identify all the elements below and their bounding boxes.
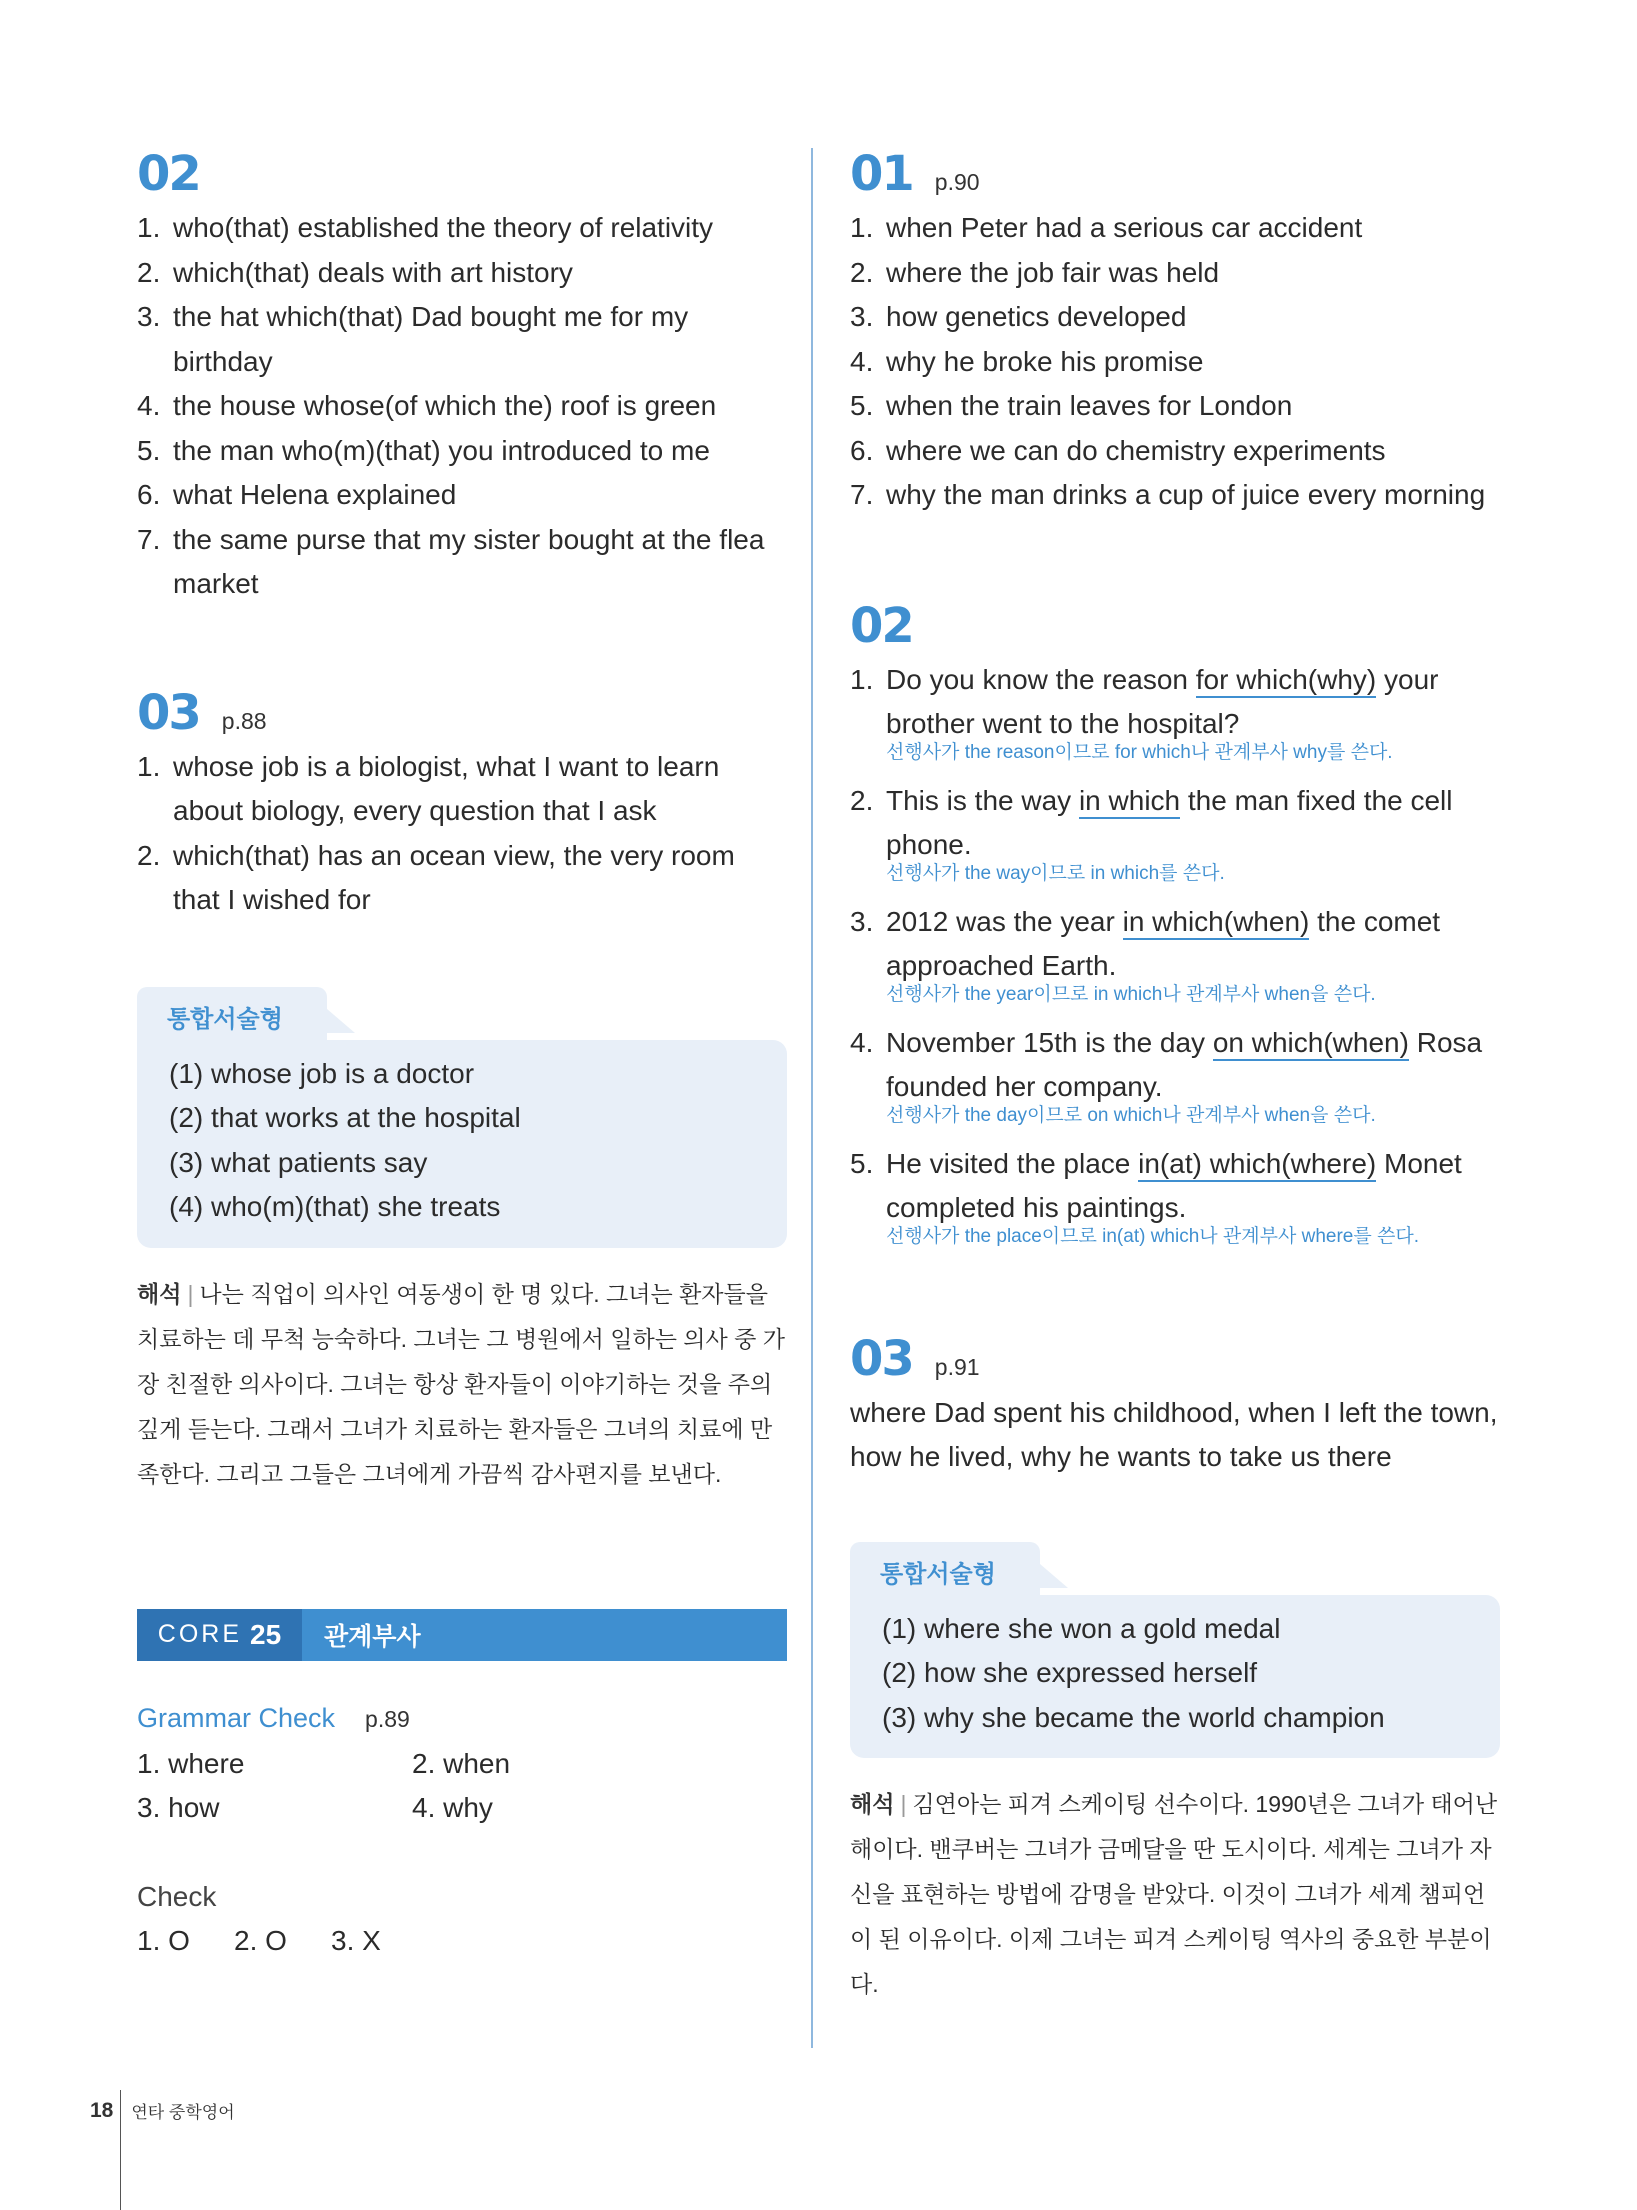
explanation-note: 선행사가 the place이므로 in(at) which나 관계부사 where를 쓴다. xyxy=(886,1225,1419,1247)
item-text: whose job is a biologist, what I want to learn about biology, every question that I ask xyxy=(173,750,720,826)
box-line: (4) who(m)(that) she treats xyxy=(169,1191,501,1222)
item-text: your brother went to the hospital? xyxy=(886,663,1439,739)
section-03-left xyxy=(137,684,787,923)
core-text: CORE xyxy=(157,1620,243,1648)
item-number: 1. xyxy=(850,212,874,243)
item-text: Do you know the reason xyxy=(886,663,1196,695)
check-title: Check xyxy=(137,1880,217,1912)
answer-item xyxy=(850,295,1500,340)
page-reference: p.89 xyxy=(365,1705,410,1732)
column-divider xyxy=(811,148,813,2048)
item-text: who(that) established the theory of relativity xyxy=(173,212,714,243)
item-number: 6. xyxy=(850,434,874,466)
box-body xyxy=(137,1040,787,1248)
item-number: 5. xyxy=(137,434,161,466)
item-text: the house whose(of which the) roof is green xyxy=(173,390,717,421)
answer-item xyxy=(137,384,787,429)
item-text: Rosa founded her company. xyxy=(886,1026,1483,1102)
section-01-right xyxy=(850,146,1500,518)
item-text: the comet approached Earth. xyxy=(886,905,1441,981)
answer-item xyxy=(137,206,787,251)
box-body xyxy=(850,1595,1500,1759)
translation-text: 나는 직업이 의사인 여동생이 한 명 있다. 그녀는 환자들을 치료하는 데 무척 능숙하다. 그녀는 그 병원에서 일하는 의사 중 가장 친절한 의사이다. 그녀는 항상 환자들이 이야기하는 것을 주의 깊게 듣는다. 그래서 그녀가 치료하는 환자들은 그녀의 치료에 만족한다. 그리고 그들은 그녀에게 가끔씩 감사편지를 보낸다. xyxy=(137,1280,785,1487)
right-column xyxy=(850,146,1500,2007)
check-answer: 3. X xyxy=(331,1924,381,1956)
translation: 해석 | 나는 직업이 의사인 여동생이 한 명 있다. 그녀는 환자들을 치료하는 데 무척 능숙하다. 그녀는 그 병원에서 일하는 의사 중 가장 친절한 의사이다. 그녀는 항상 환자들이 이야기하는 것을 주의 깊게 듣는다. 그래서 그녀가 치료하는 환자들은 그녀의 치료에 만족한다. 그리고 그들은 그녀에게 가끔씩 감사편지를 보낸다. xyxy=(137,1280,785,1487)
answer-underlined: for which(why) xyxy=(1196,664,1376,698)
grammar-answer: 3. how xyxy=(137,1792,220,1823)
item-text: what Helena explained xyxy=(173,479,457,510)
page-number: 18 xyxy=(90,2098,114,2122)
explanation-note: 선행사가 the day이므로 on which나 관계부사 when을 쓴다. xyxy=(886,1104,1376,1126)
box-line: (3) what patients say xyxy=(169,1146,428,1178)
item-number: 3. xyxy=(137,301,161,332)
answer-item xyxy=(137,429,787,474)
book-title: 연타 중학영어 xyxy=(131,2103,235,2122)
box-title: 통합서술형 xyxy=(850,1542,1040,1595)
item-text: which(that) has an ocean view, the very room that I wished for xyxy=(173,839,735,915)
page-footer xyxy=(90,2098,235,2123)
core-label xyxy=(137,1609,302,1661)
box-line: (2) that works at the hospital xyxy=(169,1102,521,1133)
item-text: why the man drinks a cup of juice every morning xyxy=(886,479,1486,510)
item-text: the hat which(that) Dad bought me for my birthday xyxy=(173,301,689,377)
answer-underlined: in which(when) xyxy=(1123,906,1310,940)
translation: 해석 | 김연아는 피겨 스케이팅 선수이다. 1990년은 그녀가 태어난 해이다. 밴쿠버는 그녀가 금메달을 딴 도시이다. 세계는 그녀가 자신을 표현하는 방법에 감명을 받았다. 이것이 그녀가 세계 챔피언이 된 이유이다. 이제 그녀는 피겨 스케이팅 역사의 중요한 부분이다. xyxy=(850,1791,1498,1997)
answer-item xyxy=(137,745,787,834)
translation-label: 해석 xyxy=(137,1280,182,1307)
answer-item xyxy=(850,1142,1500,1249)
item-number: 4. xyxy=(137,390,161,421)
page-reference: p.90 xyxy=(934,169,980,195)
answer-item xyxy=(850,658,1500,765)
item-number: 2. xyxy=(137,256,161,288)
answer-item xyxy=(137,834,787,923)
item-text: when Peter had a serious car accident xyxy=(886,212,1363,243)
answer-underlined: in which xyxy=(1079,785,1180,819)
item-text: when the train leaves for London xyxy=(886,390,1293,421)
answer-list xyxy=(850,206,1500,518)
explanation-note: 선행사가 the way이므로 in which를 쓴다. xyxy=(886,862,1225,884)
check-answer: 1. O xyxy=(137,1924,190,1956)
box-line: (2) how she expressed herself xyxy=(882,1657,1258,1688)
section-number: 02 xyxy=(137,146,200,202)
section-number: 03 xyxy=(850,1330,913,1387)
item-number: 2. xyxy=(850,784,874,816)
grammar-check-title: Grammar Check xyxy=(137,1702,336,1733)
item-text: 2012 was the year xyxy=(886,905,1123,937)
left-column xyxy=(137,146,787,1963)
answer-underlined: on which(when) xyxy=(1213,1027,1409,1061)
answer-item xyxy=(850,1021,1500,1128)
translation-text: 김연아는 피겨 스케이팅 선수이다. 1990년은 그녀가 태어난 해이다. 밴쿠버는 그녀가 금메달을 딴 도시이다. 세계는 그녀가 자신을 표현하는 방법에 감명을 받았다. 이것이 그녀가 세계 챔피언이 된 이유이다. 이제 그녀는 피겨 스케이팅 역사의 중요한 부분이다. xyxy=(850,1791,1498,1997)
answer-list xyxy=(850,658,1500,1249)
item-number: 5. xyxy=(850,390,874,421)
item-number: 3. xyxy=(850,905,874,937)
section-number: 03 xyxy=(137,684,200,741)
item-text: the man fixed the cell phone. xyxy=(886,784,1453,860)
answer-item xyxy=(850,900,1500,1007)
item-text: why he broke his promise xyxy=(886,345,1204,377)
answer-item xyxy=(850,340,1500,385)
item-number: 2. xyxy=(850,256,874,288)
item-number: 5. xyxy=(850,1147,874,1179)
item-number: 7. xyxy=(850,479,874,510)
item-text: which(that) deals with art history xyxy=(173,256,573,288)
item-text: Monet completed his paintings. xyxy=(886,1147,1462,1223)
core-number: 25 xyxy=(250,1618,282,1650)
answer-underlined: in(at) which(where) xyxy=(1138,1148,1376,1182)
item-text: the man who(m)(that) you introduced to me xyxy=(173,434,710,466)
box-line: (3) why she became the world champion xyxy=(882,1701,1385,1733)
answer-item xyxy=(137,251,787,296)
integrated-writing-box xyxy=(850,1542,1500,1759)
core-banner xyxy=(137,1609,787,1661)
item-number: 3. xyxy=(850,301,874,332)
translation-label: 해석 xyxy=(850,1791,895,1817)
item-text: how genetics developed xyxy=(886,301,1187,332)
page-reference: p.91 xyxy=(934,1353,980,1380)
item-text: the same purse that my sister bought at the flea market xyxy=(173,523,765,599)
core-title: 관계부사 xyxy=(302,1609,787,1661)
item-text: This is the way xyxy=(886,784,1079,816)
answer-list xyxy=(137,206,787,607)
grammar-answer: 4. why xyxy=(412,1792,493,1823)
item-text: where we can do chemistry experiments xyxy=(886,434,1386,466)
answer-item xyxy=(850,473,1500,518)
check-answer: 2. O xyxy=(234,1924,287,1956)
check-answers xyxy=(137,1919,787,1964)
answer-item xyxy=(850,251,1500,296)
answer-item xyxy=(850,206,1500,251)
explanation-note: 선행사가 the reason이므로 for which나 관계부사 why를 쓴다. xyxy=(886,741,1393,763)
answer-item xyxy=(850,429,1500,474)
item-number: 1. xyxy=(137,212,161,243)
box-title: 통합서술형 xyxy=(137,987,327,1040)
item-number: 7. xyxy=(137,523,161,555)
answer-item xyxy=(850,384,1500,429)
section-number: 02 xyxy=(850,597,913,654)
grammar-check-answers xyxy=(137,1742,787,1831)
answer-item xyxy=(850,779,1500,886)
item-text: where the job fair was held xyxy=(886,256,1220,288)
answer-item xyxy=(137,518,787,607)
answer-item xyxy=(137,473,787,518)
answer-text: where Dad spent his childhood, when I left the town, how he lived, why he wants to take us there xyxy=(850,1396,1498,1472)
item-number: 1. xyxy=(850,663,874,695)
item-number: 1. xyxy=(137,750,161,782)
explanation-note: 선행사가 the year이므로 in which나 관계부사 when을 쓴다. xyxy=(886,983,1376,1005)
answer-list xyxy=(137,745,787,923)
item-number: 2. xyxy=(137,839,161,871)
grammar-check-header xyxy=(137,1703,787,1734)
section-02-left xyxy=(137,146,787,607)
grammar-answer: 1. where xyxy=(137,1747,245,1779)
grammar-answer: 2. when xyxy=(412,1747,511,1779)
integrated-writing-box xyxy=(137,987,787,1248)
box-line: (1) whose job is a doctor xyxy=(169,1057,475,1089)
item-text: He visited the place xyxy=(886,1147,1139,1179)
item-number: 6. xyxy=(137,479,161,510)
section-02-right xyxy=(850,597,1500,1249)
section-03-right xyxy=(850,1330,1500,1480)
page-reference: p.88 xyxy=(221,707,267,734)
box-line: (1) where she won a gold medal xyxy=(882,1612,1281,1644)
section-number: 01 xyxy=(850,146,913,202)
item-text: November 15th is the day xyxy=(886,1026,1213,1058)
answer-item xyxy=(137,295,787,384)
item-number: 4. xyxy=(850,1026,874,1058)
item-number: 4. xyxy=(850,345,874,377)
